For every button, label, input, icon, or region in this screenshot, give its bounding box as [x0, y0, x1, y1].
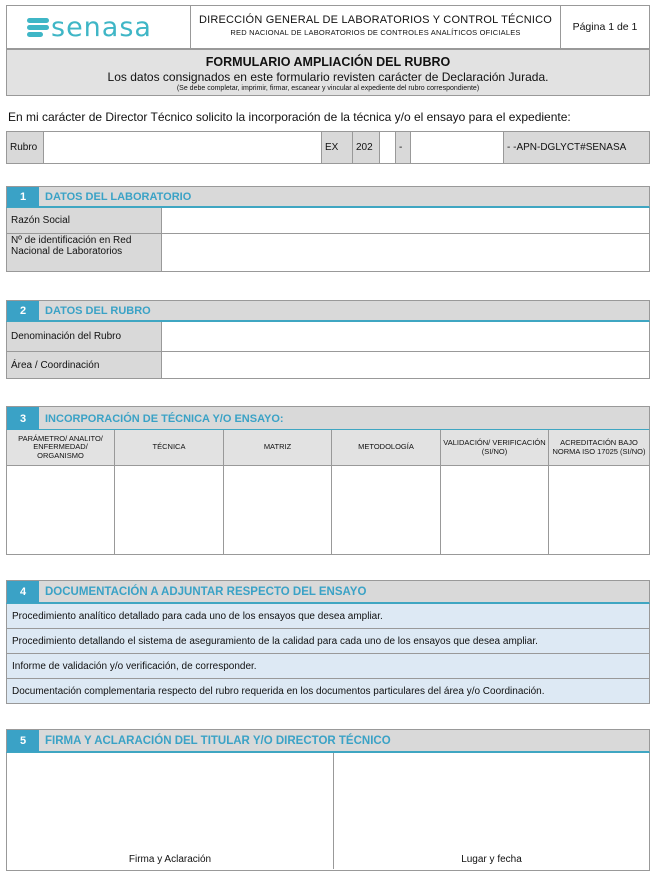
razon-social-row — [6, 208, 650, 234]
senasa-logo-icon — [27, 18, 49, 36]
lugar-fecha-label: Lugar y fecha — [461, 854, 522, 865]
doc-item: Informe de validación y/o verificación, de corresponder. — [6, 654, 650, 679]
year-suffix-input[interactable] — [380, 132, 396, 163]
organization-cell — [191, 6, 561, 48]
tecnica-cell[interactable] — [115, 466, 224, 554]
section-number: 4 — [7, 581, 39, 603]
rubro-label: Rubro — [7, 132, 44, 163]
section-number: 2 — [7, 301, 39, 321]
id-red-input[interactable] — [162, 234, 649, 271]
title-box — [6, 49, 650, 96]
column-header: VALIDACIÓN/ VERIFICACIÓN (SI/NO) — [441, 430, 549, 466]
firma-cell[interactable] — [7, 753, 334, 869]
metodologia-cell[interactable] — [332, 466, 441, 554]
column-header: TÉCNICA — [115, 430, 224, 466]
denominacion-row — [6, 322, 650, 352]
section-title: FIRMA Y ACLARACIÓN DEL TITULAR Y/O DIRECTOR TÉCNICO — [45, 735, 391, 747]
section-title: DATOS DEL RUBRO — [45, 305, 151, 317]
ensayo-table — [6, 430, 650, 555]
section-title: DOCUMENTACIÓN A ADJUNTAR RESPECTO DEL ENSAYO — [45, 586, 367, 598]
page-number: Página 1 de 1 — [572, 21, 638, 33]
doc-item: Documentación complementaria respecto del rubro requerida en los documentos particulares del área y/o Coordinación. — [6, 679, 650, 704]
column-header: METODOLOGÍA — [332, 430, 441, 466]
doc-item: Procedimiento detallando el sistema de aseguramiento de la calidad para cada uno de los ensayos que desea ampliar. — [6, 629, 650, 654]
section-number: 5 — [7, 730, 39, 752]
signature-area — [6, 753, 650, 871]
section-4-header — [6, 580, 650, 604]
denominacion-input[interactable] — [162, 322, 649, 351]
column-header: MATRIZ — [224, 430, 332, 466]
form-header — [6, 5, 650, 49]
razon-social-label: Razón Social — [7, 208, 162, 233]
lugar-fecha-cell[interactable] — [334, 753, 649, 869]
year-label: 202 — [353, 132, 380, 163]
section-1-header — [6, 186, 650, 208]
intro-text: En mi carácter de Director Técnico solicito la incorporación de la técnica y/o el ensayo para el expediente: — [8, 110, 571, 124]
matriz-cell[interactable] — [224, 466, 332, 554]
acreditacion-cell[interactable] — [549, 466, 649, 554]
org-line-1: DIRECCIÓN GENERAL DE LABORATORIOS Y CONTROL TÉCNICO — [198, 14, 553, 26]
logo — [7, 6, 191, 48]
doc-item: Procedimiento analítico detallado para cada uno de los ensayos que desea ampliar. — [6, 604, 650, 629]
section-number: 1 — [7, 187, 39, 207]
expediente-suffix: - -APN-DGLYCT#SENASA — [504, 132, 649, 163]
parametro-cell[interactable] — [7, 466, 115, 554]
form-title: FORMULARIO AMPLIACIÓN DEL RUBRO — [205, 55, 451, 69]
section-title: INCORPORACIÓN DE TÉCNICA Y/O ENSAYO: — [45, 412, 284, 425]
column-header: ACREDITACIÓN BAJO NORMA ISO 17025 (SI/NO) — [549, 430, 649, 466]
ex-label: EX — [322, 132, 353, 163]
id-red-label: Nº de identificación en Red Nacional de Laboratorios — [7, 234, 162, 271]
section-5-header — [6, 729, 650, 753]
area-label: Área / Coordinación — [7, 352, 162, 378]
section-number: 3 — [7, 407, 39, 430]
area-input[interactable] — [162, 352, 649, 378]
dash-label: - — [396, 132, 411, 163]
section-2-header — [6, 300, 650, 322]
form-subtitle: Los datos consignados en este formulario revisten carácter de Declaración Jurada. — [107, 70, 549, 84]
denominacion-label: Denominación del Rubro — [7, 322, 162, 351]
form-note: (Se debe completar, imprimir, firmar, escanear y vincular al expediente del rubro correspondiente) — [176, 85, 480, 92]
expediente-row — [6, 131, 650, 164]
area-row — [6, 352, 650, 379]
id-red-row — [6, 234, 650, 272]
org-line-2: RED NACIONAL DE LABORATORIOS DE CONTROLES ANALÍTICOS OFICIALES — [230, 28, 521, 37]
section-3-header — [6, 406, 650, 431]
expediente-number-input[interactable] — [411, 132, 504, 163]
column-header: PARÁMETRO/ ANALITO/ ENFERMEDAD/ ORGANISMO — [7, 430, 115, 466]
logo-text: senasa — [51, 11, 152, 43]
rubro-input[interactable] — [44, 132, 322, 163]
section-title: DATOS DEL LABORATORIO — [45, 191, 192, 203]
firma-label: Firma y Aclaración — [128, 854, 212, 865]
razon-social-input[interactable] — [162, 208, 649, 233]
validacion-cell[interactable] — [441, 466, 549, 554]
